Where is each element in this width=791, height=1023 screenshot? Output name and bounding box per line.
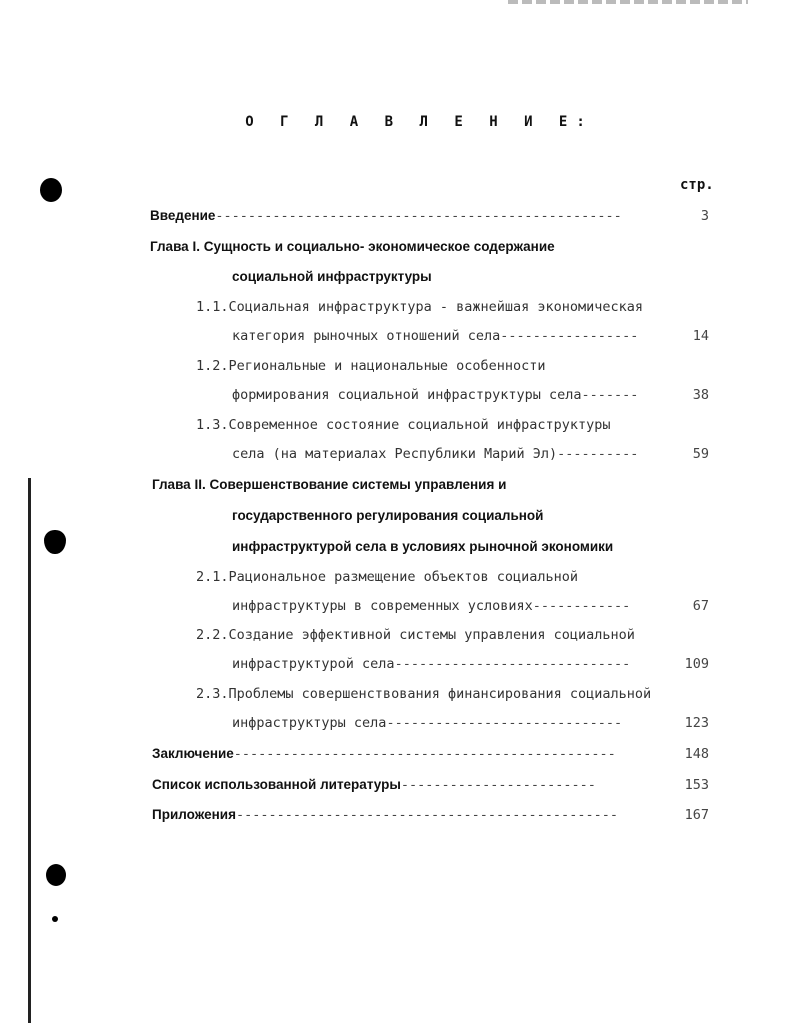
toc-section-title [232, 655, 630, 673]
toc-label: инфраструктуры в современных условиях [232, 598, 533, 614]
toc-page-number: 67 [692, 598, 709, 614]
toc-label: формирования социальной инфраструктуры села [232, 387, 582, 403]
toc-section-title: 2.3.Проблемы совершенствования финансирования социальной [196, 686, 652, 702]
scan-artifact-edge [28, 478, 31, 1023]
toc-label: Заключение [152, 746, 234, 761]
toc-chapter-heading: государственного регулирования социальной [232, 508, 544, 523]
toc-leader: ----------------- [500, 328, 639, 344]
toc-leader: ----------------------------- [394, 656, 631, 672]
toc-page-number: 148 [684, 746, 709, 762]
toc-page-number: 14 [692, 328, 709, 344]
punch-hole-mark [40, 178, 62, 202]
toc-label: села (на материалах Республики Марий Эл) [232, 446, 558, 462]
toc-entry-appendices [152, 806, 618, 824]
toc-page-number: 153 [684, 777, 709, 793]
scan-artifact-top [508, 0, 748, 4]
toc-label: Список использованной литературы [152, 777, 401, 792]
page-title: О Г Л А В Л Е Н И Е: [245, 114, 594, 130]
toc-section-title: 1.2.Региональные и национальные особенности [196, 358, 546, 374]
toc-section-title [232, 386, 638, 404]
toc-section-title [232, 597, 630, 615]
toc-leader: -------------------------------------------------- [215, 208, 622, 224]
toc-page-number: 109 [684, 656, 709, 672]
page-column-label: стр. [680, 177, 714, 193]
toc-label: инфраструктуры села [232, 715, 387, 731]
punch-hole-mark [52, 916, 58, 922]
toc-section-title [232, 327, 638, 345]
toc-section-title: 2.1.Рациональное размещение объектов социальной [196, 569, 579, 585]
toc-chapter-heading: социальной инфраструктуры [232, 269, 432, 284]
toc-leader: ----------------------------------------------- [233, 746, 616, 762]
toc-section-title [232, 445, 638, 463]
toc-section-title: 1.3.Современное состояние социальной инфраструктуры [196, 417, 611, 433]
toc-chapter-heading: Глава I. Сущность и социально- экономическое содержание [150, 239, 555, 254]
toc-leader: ------------ [532, 598, 631, 614]
toc-label: категория рыночных отношений села [232, 328, 501, 344]
toc-leader: ----------------------------- [386, 715, 623, 731]
toc-page-number: 123 [684, 715, 709, 731]
toc-leader: ------- [581, 387, 639, 403]
toc-label: инфраструктурой села [232, 656, 395, 672]
toc-entry-intro [150, 207, 622, 225]
toc-page-number: 3 [700, 208, 709, 224]
toc-chapter-heading: Глава II. Совершенствование системы управления и [152, 477, 507, 492]
toc-label: Приложения [152, 807, 236, 822]
toc-leader: ----------------------------------------------- [235, 807, 618, 823]
punch-hole-mark [46, 864, 66, 886]
punch-hole-mark [44, 530, 66, 554]
toc-section-title: 2.2.Создание эффективной системы управления социальной [196, 627, 635, 643]
toc-leader: ------------------------ [400, 777, 596, 793]
toc-page-number: 38 [692, 387, 709, 403]
toc-section-title [232, 714, 622, 732]
toc-leader: ---------- [557, 446, 639, 462]
toc-entry-conclusion [152, 745, 616, 763]
toc-label: Введение [150, 208, 216, 223]
toc-entry-references [152, 776, 596, 794]
toc-page-number: 59 [692, 446, 709, 462]
toc-section-title: 1.1.Социальная инфраструктура - важнейшая экономическая [196, 299, 644, 315]
toc-page-number: 167 [684, 807, 709, 823]
toc-chapter-heading: инфраструктурой села в условиях рыночной экономики [232, 539, 614, 554]
